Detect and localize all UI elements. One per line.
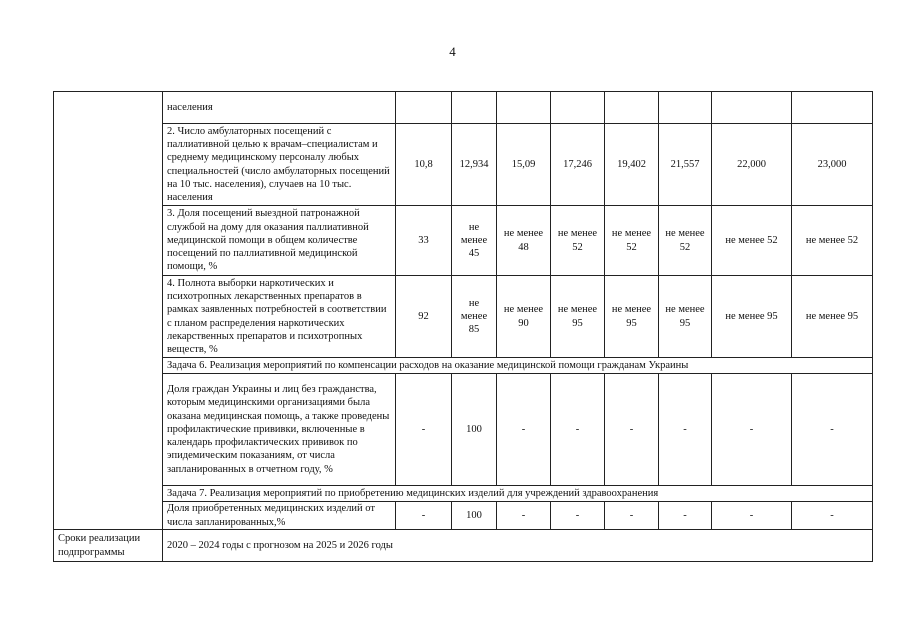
- value-cell: [497, 92, 551, 124]
- task-heading: Задача 6. Реализация мероприятий по компенсации расходов на оказание медицинской помощи гражданам Украины: [163, 358, 873, 374]
- value-cell: -: [712, 374, 792, 486]
- table-row: [54, 124, 873, 206]
- value-cell: не менее 52: [712, 206, 792, 276]
- task-row: [54, 358, 873, 374]
- value-cell: 22,000: [712, 124, 792, 206]
- indicator-cell: 3. Доля посещений выездной патронажной службой на дому для оказания паллиативной медицинской помощи в общем количестве посещений по паллиативной медицинской помощи, %: [163, 206, 396, 276]
- table-row: [54, 92, 873, 124]
- value-cell: -: [792, 502, 873, 530]
- value-cell: [551, 92, 605, 124]
- value-cell: не менее 95: [659, 276, 712, 358]
- value-cell: -: [792, 374, 873, 486]
- value-cell: [792, 92, 873, 124]
- value-cell: -: [712, 502, 792, 530]
- value-cell: -: [659, 502, 712, 530]
- table-row: [54, 502, 873, 530]
- indicator-cell: Доля приобретенных медицинских изделий от числа запланированных,%: [163, 502, 396, 530]
- left-spacer-cell: [54, 92, 163, 530]
- task-heading: Задача 7. Реализация мероприятий по приобретению медицинских изделий для учреждений здравоохранения: [163, 486, 873, 502]
- value-cell: 19,402: [605, 124, 659, 206]
- value-cell: не менее 52: [792, 206, 873, 276]
- value-cell: -: [659, 374, 712, 486]
- table-row: [54, 206, 873, 276]
- value-cell: 17,246: [551, 124, 605, 206]
- value-cell: [605, 92, 659, 124]
- value-cell: [659, 92, 712, 124]
- indicator-cell: 4. Полнота выборки наркотических и психотропных лекарственных препаратов в рамках заявленных потребностей в соответствии с планом распределения наркотических лекарственных препаратов и психотропных веществ, %: [163, 276, 396, 358]
- value-cell: 15,09: [497, 124, 551, 206]
- task-row: [54, 486, 873, 502]
- value-cell: -: [551, 502, 605, 530]
- table-row: [54, 374, 873, 486]
- value-cell: не менее 90: [497, 276, 551, 358]
- value-cell: 12,934: [452, 124, 497, 206]
- indicator-cell: населения: [163, 92, 396, 124]
- table-row: [54, 276, 873, 358]
- value-cell: -: [396, 502, 452, 530]
- term-label: Сроки реализации подпрограммы: [54, 530, 163, 562]
- value-cell: 23,000: [792, 124, 873, 206]
- indicators-table: [53, 91, 873, 562]
- value-cell: -: [497, 502, 551, 530]
- value-cell: не менее 95: [605, 276, 659, 358]
- value-cell: не менее 95: [712, 276, 792, 358]
- value-cell: не менее 52: [551, 206, 605, 276]
- value-cell: -: [396, 374, 452, 486]
- value-cell: не менее 95: [792, 276, 873, 358]
- indicator-cell: Доля граждан Украины и лиц без гражданства, которым медицинскими организациями была оказана медицинская помощь, а также проведены профилактические прививки, включенные в календарь профилактических прививок по эпидемическим показаниям, от числа запланированных в отчетном году, %: [163, 374, 396, 486]
- value-cell: не менее 48: [497, 206, 551, 276]
- value-cell: 21,557: [659, 124, 712, 206]
- value-cell: не менее 85: [452, 276, 497, 358]
- value-cell: 10,8: [396, 124, 452, 206]
- term-row: [54, 530, 873, 562]
- value-cell: 100: [452, 502, 497, 530]
- value-cell: -: [551, 374, 605, 486]
- value-cell: -: [497, 374, 551, 486]
- value-cell: -: [605, 374, 659, 486]
- value-cell: 92: [396, 276, 452, 358]
- term-value: 2020 – 2024 годы с прогнозом на 2025 и 2026 годы: [163, 530, 873, 562]
- page-number: 4: [449, 44, 456, 59]
- value-cell: не менее 95: [551, 276, 605, 358]
- value-cell: не менее 45: [452, 206, 497, 276]
- value-cell: 100: [452, 374, 497, 486]
- value-cell: [452, 92, 497, 124]
- value-cell: не менее 52: [605, 206, 659, 276]
- indicator-cell: 2. Число амбулаторных посещений с паллиативной целью к врачам–специалистам и среднему медицинскому персоналу любых специальностей (число амбулаторных посещений на 10 тыс. населения), случаев на 10 тыс. населения: [163, 124, 396, 206]
- value-cell: [396, 92, 452, 124]
- value-cell: [712, 92, 792, 124]
- value-cell: не менее 52: [659, 206, 712, 276]
- value-cell: 33: [396, 206, 452, 276]
- value-cell: -: [605, 502, 659, 530]
